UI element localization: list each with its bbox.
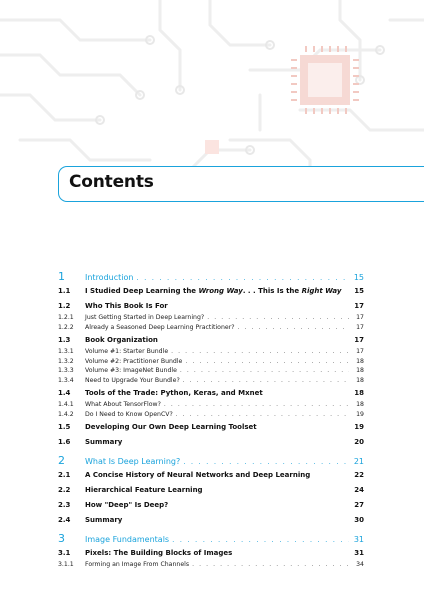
toc-label: What Is Deep Learning? (85, 457, 181, 466)
toc-leader-dots (207, 314, 349, 321)
toc-leader-dots (164, 401, 349, 408)
toc-label: What About TensorFlow? (85, 401, 161, 408)
toc-label: Do I Need to Know OpenCV? (85, 410, 173, 418)
toc-number: 2.4 (58, 516, 71, 524)
toc-section-row[interactable] (58, 423, 364, 435)
toc-page-number: 17 (356, 314, 364, 321)
page-title: Contents (69, 172, 154, 192)
toc-sub-row[interactable] (58, 348, 364, 358)
toc-label: Just Getting Started in Deep Learning? (85, 314, 205, 321)
toc-label: Summary (85, 516, 123, 524)
toc-label-part: . . . This Is the (242, 287, 302, 295)
toc-section-row[interactable] (58, 389, 364, 401)
toc-page-number: 19 (354, 423, 364, 431)
toc-label: A Concise History of Neural Networks and Deep Learning (85, 471, 311, 479)
toc-sub-row[interactable] (58, 401, 364, 411)
toc-page-number: 17 (354, 336, 364, 344)
toc-label: Forming an Image From Channels (85, 561, 190, 568)
toc-leader-dots (176, 411, 349, 418)
chip-icon (291, 46, 359, 114)
toc-leader-dots (238, 324, 349, 331)
toc-number: 1.2 (58, 302, 71, 310)
toc-page-number: 34 (356, 561, 364, 568)
toc-label: Hierarchical Feature Learning (85, 486, 203, 494)
toc-page-number: 27 (354, 501, 364, 509)
toc-page-number: 17 (356, 323, 364, 331)
toc-page-number: 15 (353, 273, 364, 282)
table-of-contents (58, 270, 364, 571)
toc-number: 1.5 (58, 423, 71, 431)
toc-chapter-row[interactable] (58, 270, 364, 284)
toc-leader-dots (183, 458, 349, 466)
toc-number: 1.4.1 (58, 401, 74, 408)
toc-leader-dots (172, 536, 349, 544)
toc-page-number: 18 (356, 357, 364, 365)
toc-label: Tools of the Trade: Python, Keras, and Mxnet (85, 389, 263, 397)
toc-page-number: 31 (353, 535, 364, 544)
toc-sub-row[interactable] (58, 314, 364, 324)
toc-page-number: 30 (354, 516, 364, 524)
toc-number: 1.3 (58, 336, 71, 344)
toc-page-number: 24 (354, 486, 364, 494)
toc-number: 1.2.2 (58, 323, 74, 331)
toc-label: Image Fundamentals (85, 535, 170, 544)
toc-number: 2.1 (58, 471, 71, 479)
toc-sub-row[interactable] (58, 367, 364, 377)
contents-header (58, 166, 424, 202)
toc-section-row[interactable] (58, 501, 364, 513)
toc-label: Summary (85, 438, 123, 446)
toc-sub-row[interactable] (58, 561, 364, 571)
toc-section-row[interactable] (58, 549, 364, 561)
toc-sub-row[interactable] (58, 358, 364, 368)
toc-leader-dots (136, 274, 349, 282)
toc-leader-dots (171, 348, 349, 355)
toc-label: Volume #3: ImageNet Bundle (85, 367, 177, 374)
toc-section-row[interactable] (58, 438, 364, 450)
toc-page-number: 18 (356, 401, 364, 408)
toc-label: Volume #1: Starter Bundle (85, 348, 169, 355)
toc-section-row[interactable] (58, 486, 364, 498)
toc-number: 1.3.3 (58, 367, 74, 374)
toc-sub-row[interactable] (58, 411, 364, 421)
toc-page-number: 21 (353, 457, 364, 466)
toc-page-number: 15 (354, 287, 364, 295)
toc-page-number: 31 (354, 549, 364, 557)
toc-label: Introduction (85, 273, 134, 282)
toc-leader-dots (192, 561, 349, 568)
toc-chapter-row[interactable] (58, 454, 364, 468)
toc-label: Volume #2: Practitioner Bundle (85, 357, 183, 365)
toc-section-row[interactable] (58, 516, 364, 528)
toc-label: Need to Upgrade Your Bundle? (85, 376, 180, 384)
toc-number: 2 (58, 454, 65, 467)
toc-label-part: Wrong Way (198, 287, 243, 295)
toc-page-number: 20 (354, 438, 364, 446)
toc-page-number: 17 (354, 302, 364, 310)
toc-page-number: 22 (354, 471, 364, 479)
toc-label-part: Right Way (301, 287, 342, 295)
toc-number: 1.3.2 (58, 357, 74, 365)
toc-number: 1.4.2 (58, 410, 74, 418)
toc-section-row[interactable] (58, 336, 364, 348)
toc-number: 3 (58, 532, 65, 545)
toc-label-part: I Studied Deep Learning the (85, 287, 199, 295)
toc-sub-row[interactable] (58, 377, 364, 387)
toc-leader-dots (183, 377, 349, 384)
toc-number: 1.2.1 (58, 314, 74, 321)
toc-number: 1.6 (58, 438, 71, 446)
toc-page-number: 18 (356, 367, 364, 374)
toc-label: Pixels: The Building Blocks of Images (85, 549, 233, 557)
toc-number: 2.3 (58, 501, 71, 509)
toc-sub-row[interactable] (58, 324, 364, 334)
toc-page-number: 17 (356, 348, 364, 355)
toc-number: 3.1 (58, 549, 71, 557)
toc-number: 1.3.4 (58, 376, 74, 384)
toc-section-row[interactable] (58, 287, 364, 299)
toc-label: Already a Seasoned Deep Learning Practitioner? (85, 323, 235, 331)
toc-label: Book Organization (85, 336, 158, 344)
toc-number: 3.1.1 (58, 561, 74, 568)
toc-section-row[interactable] (58, 471, 364, 483)
toc-chapter-row[interactable] (58, 532, 364, 546)
toc-number: 1.3.1 (58, 348, 74, 355)
toc-number: 2.2 (58, 486, 71, 494)
toc-leader-dots (185, 358, 349, 365)
toc-section-row[interactable] (58, 302, 364, 314)
toc-label: Who This Book Is For (85, 302, 168, 310)
toc-leader-dots (180, 367, 349, 374)
toc-page-number: 18 (354, 389, 364, 397)
toc-page-number: 19 (356, 410, 364, 418)
toc-number: 1.4 (58, 389, 71, 397)
toc-number: 1.1 (58, 287, 71, 295)
toc-page-number: 18 (356, 376, 364, 384)
toc-label: How "Deep" Is Deep? (85, 501, 169, 509)
circuit-background (0, 0, 424, 190)
toc-label (85, 287, 341, 295)
toc-number: 1 (58, 270, 65, 283)
toc-label: Developing Our Own Deep Learning Toolset (85, 423, 257, 431)
